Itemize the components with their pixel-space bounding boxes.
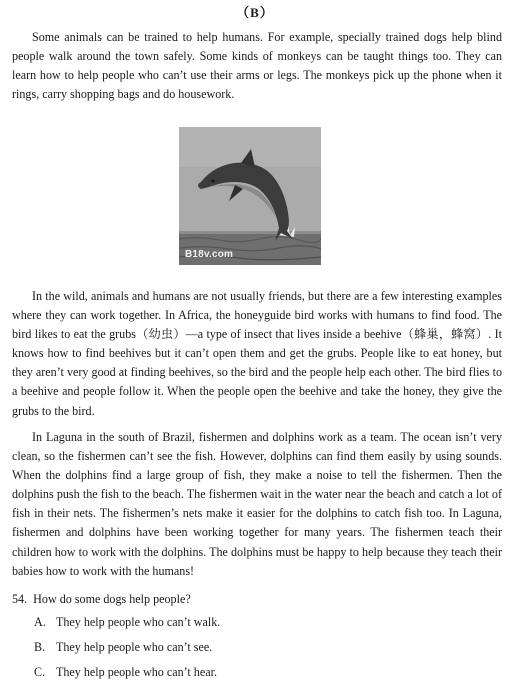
- image-watermark: B18v.com: [185, 249, 234, 260]
- paragraph-2: In the wild, animals and humans are not usually friends, but there are a few interesting examples where they can work together. In Africa, the honeyguide bird works with humans to find food. The bird likes to eat the grubs（幼虫）—a type of insect that lives inside a beehive（蜂巢，蜂窝）. It knows how to find beehives but it can’t open them and get the grubs. People like to eat honey, but they aren’t very good at finding beehives, so the bird and the people help each other. The bird flies to a beehive and people follow it. When the people open the beehive and take the honey, they give the grubs to the bird.: [12, 289, 502, 418]
- option-letter: C.: [34, 665, 46, 679]
- option-a[interactable]: [34, 613, 220, 632]
- option-letter: A.: [34, 615, 46, 629]
- option-letter: B.: [34, 640, 46, 654]
- paragraph-1: Some animals can be trained to help humans. For example, specially trained dogs help blind people walk around the town safely. Some kinds of monkeys can be taught things too. They can learn how to help people who can’t use their arms or legs. The monkeys pick up the phone when it rings, carry shopping bags and do housework.: [12, 30, 502, 102]
- dolphin-illustration: [179, 127, 321, 265]
- option-c[interactable]: [34, 663, 217, 682]
- option-text: They help people who can’t see.: [56, 640, 213, 654]
- dolphin-photo: [179, 127, 321, 265]
- section-title: （B）: [236, 5, 274, 20]
- option-text: They help people who can’t hear.: [56, 665, 217, 679]
- question-number: 54.: [12, 592, 28, 606]
- option-text: They help people who can’t walk.: [56, 615, 221, 629]
- option-b[interactable]: [34, 638, 212, 657]
- question-text: How do some dogs help people?: [33, 592, 191, 606]
- paragraph-3: In Laguna in the south of Brazil, fishermen and dolphins work as a team. The ocean isn’t very clean, so the fishermen can’t see the fish. However, dolphins can find them easily by using sounds. When the dolphins find a large group of fish, they make a noise to tell the fishermen. Then the dolphins push the fish to the beach. The fishermen wait in the water near the beach and catch a lot of fish in their nets. The fishermen’s nets make it easier for the dolphins to catch fish too. In Laguna, fishermen and dolphins have been working together for many years. The fishermen teach their children how to work with the dolphins. The dolphins must be happy to help because they teach their babies how to work with the humans!: [12, 430, 502, 578]
- question-54: [12, 590, 191, 609]
